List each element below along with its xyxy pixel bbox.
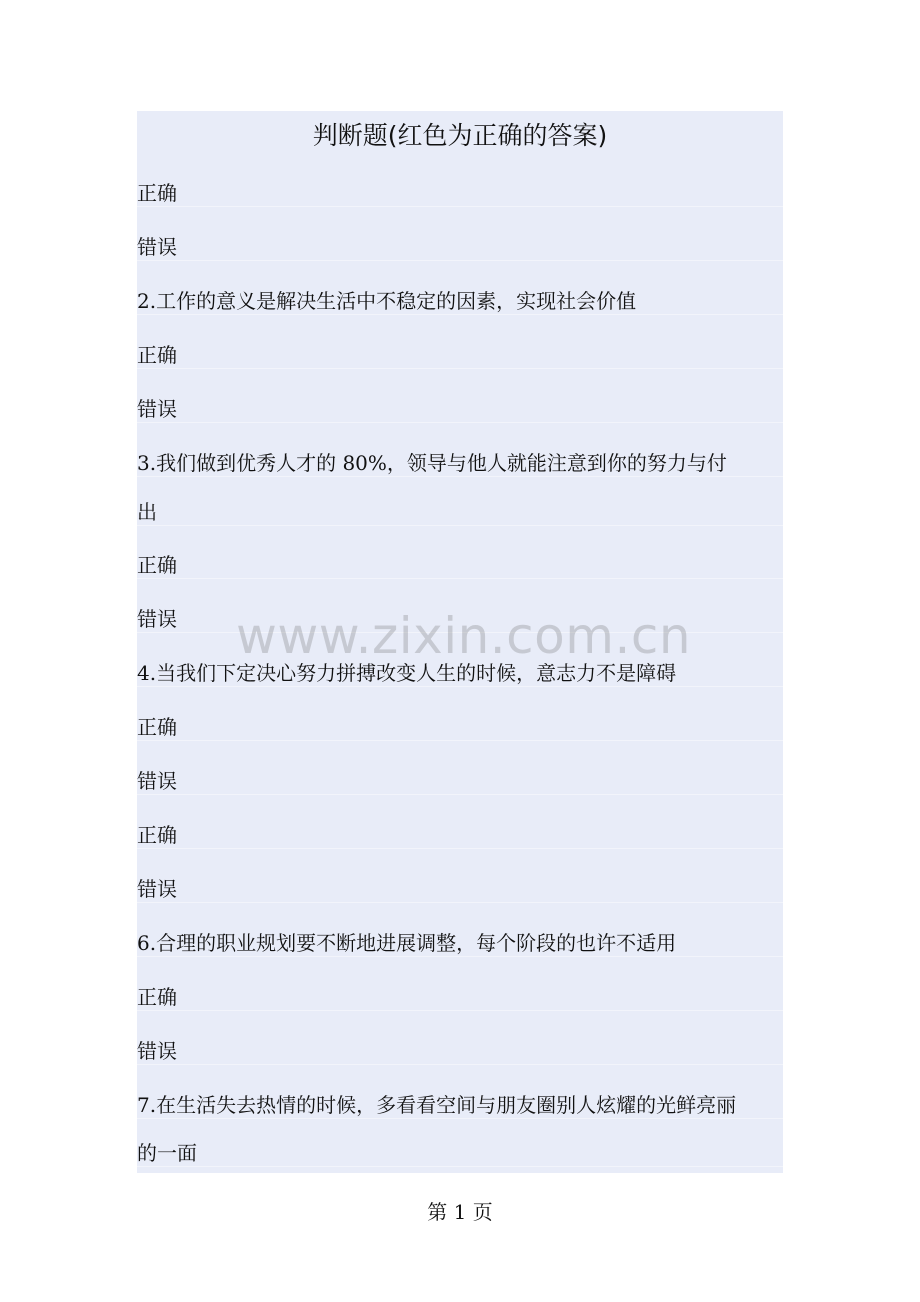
option-line: 错误 <box>137 1038 783 1065</box>
option-line: 错误 <box>137 606 783 633</box>
page-number: 第 1 页 <box>427 1200 493 1224</box>
option-line: 错误 <box>137 876 783 903</box>
question-line: 6.合理的职业规划要不断地进展调整，每个阶段的也许不适用 <box>137 930 783 957</box>
question-line: 2.工作的意义是解决生活中不稳定的因素，实现社会价值 <box>137 288 783 315</box>
option-line: 错误 <box>137 768 783 795</box>
document-title: 判断题(红色为正确的答案) <box>312 121 608 150</box>
question-line: 4.当我们下定决心努力拼搏改变人生的时候，意志力不是障碍 <box>137 660 783 687</box>
question-line-continued: 出 <box>137 499 783 526</box>
option-line: 正确 <box>137 714 783 741</box>
question-line: 3.我们做到优秀人才的 80%，领导与他人就能注意到你的努力与付 <box>137 450 783 477</box>
option-line: 正确 <box>137 552 783 579</box>
option-line: 正确 <box>137 822 783 849</box>
option-line: 正确 <box>137 984 783 1011</box>
option-line: 正确 <box>137 342 783 369</box>
question-line-continued: 的一面 <box>137 1140 783 1167</box>
question-line: 7.在生活失去热情的时候，多看看空间与朋友圈别人炫耀的光鲜亮丽 <box>137 1092 783 1119</box>
option-line: 错误 <box>137 396 783 423</box>
watermark: www.zixin.com.cn <box>236 607 692 665</box>
option-line: 错误 <box>137 234 783 261</box>
option-line: 正确 <box>137 180 783 207</box>
